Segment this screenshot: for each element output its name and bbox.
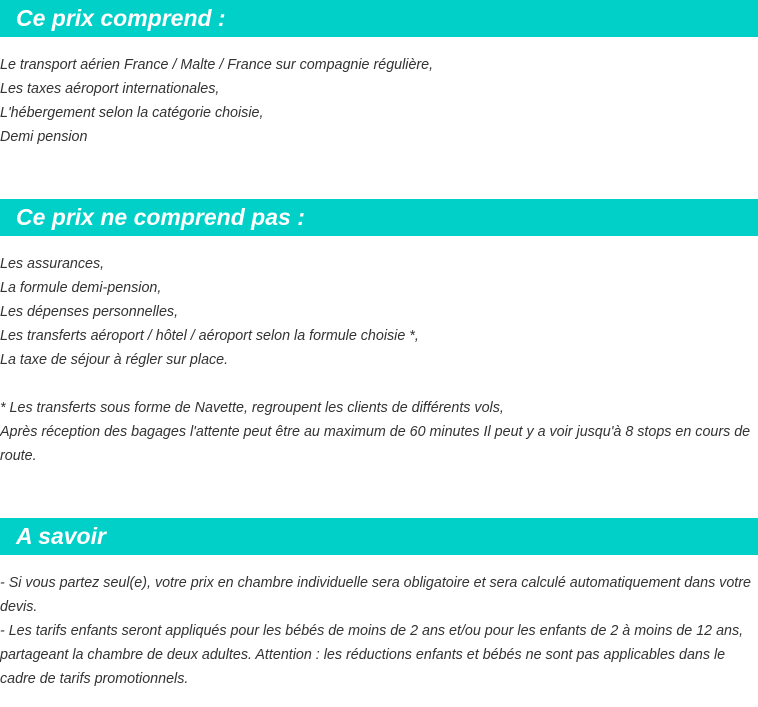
transfer-note [0, 396, 758, 468]
section-price-includes [0, 0, 758, 149]
list-item: L'hébergement selon la catégorie choisie, [0, 105, 264, 121]
list-item: Les dépenses personnelles, [0, 304, 179, 320]
section-content [0, 571, 758, 691]
list-item: Le transport aérien France / Malte / France sur compagnie régulière, [0, 57, 434, 73]
section-title: Ce prix comprend : [16, 5, 226, 31]
list-item: Les assurances, [0, 256, 105, 272]
section-content [0, 252, 758, 372]
section-content [0, 53, 758, 149]
list-item: - Les tarifs enfants seront appliqués pour les bébés de moins de 2 ans et/ou pour les enfants de 2 à moins de 12 ans, partageant la chambre de deux adultes. Attention : les réductions enfants et bébés ne sont pas applicables dans le cadre de tarifs promotionnels. [0, 623, 744, 687]
note-line: Après réception des bagages l'attente peut être au maximum de 60 minutes Il peut y a voir jusqu'à 8 stops en cours de route. [0, 424, 751, 464]
note-line: * Les transferts sous forme de Navette, regroupent les clients de différents vols, [0, 400, 504, 416]
section-header-bar [0, 518, 758, 555]
section-header-bar [0, 0, 758, 37]
list-item: - Si vous partez seul(e), votre prix en chambre individuelle sera obligatoire et sera calculé automatiquement dans votre devis. [0, 575, 751, 615]
section-title: A savoir [16, 523, 106, 549]
section-title: Ce prix ne comprend pas : [16, 204, 305, 230]
list-item: La formule demi-pension, [0, 280, 162, 296]
section-price-excludes [0, 199, 758, 468]
list-item: Les taxes aéroport internationales, [0, 81, 220, 97]
list-item: La taxe de séjour à régler sur place. [0, 352, 229, 368]
list-item: Les transferts aéroport / hôtel / aéroport selon la formule choisie *, [0, 328, 419, 344]
section-good-to-know [0, 518, 758, 691]
section-header-bar [0, 199, 758, 236]
list-item: Demi pension [0, 129, 88, 145]
